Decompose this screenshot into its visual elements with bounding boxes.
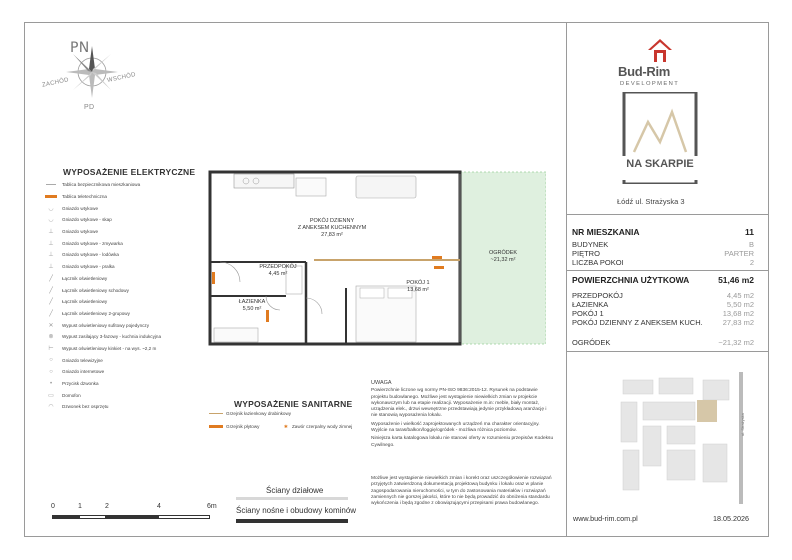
area-row: PRZEDPOKÓJ 4,45 m2	[572, 291, 754, 300]
website-link[interactable]: www.bud-rim.com.pl	[573, 514, 638, 523]
sanitary-legend-title: WYPOSAŻENIE SANITARNE	[234, 399, 353, 409]
compass-west: ZACHÓD	[41, 77, 70, 89]
switch-icon: ╱	[49, 275, 53, 282]
scale-label: 4	[157, 503, 161, 510]
legend-item: ✕ Wypust oświetleniowy sufitowy pojedynczy	[44, 319, 204, 331]
info-row: LICZBA POKOI 2	[572, 258, 754, 267]
light-icon: ⊢	[48, 345, 54, 352]
compass-icon	[58, 40, 126, 104]
light-icon: ✕	[48, 322, 54, 329]
scale-label: 2	[105, 503, 109, 510]
compass-north: PN	[70, 40, 90, 56]
brand-name: Bud-Rim	[618, 64, 671, 79]
legend-item: ╱ Łącznik oświetleniowy	[44, 273, 204, 285]
usable-area-row: POWIERZCHNIA UŻYTKOWA 51,46 m2	[572, 275, 754, 285]
compass-south: PD	[84, 104, 95, 111]
tv-icon: ○	[49, 357, 53, 364]
valve-icon: ✱	[284, 424, 288, 429]
sanitary-item: Zawór czerpalny wody zimnej	[292, 424, 353, 429]
area-row: POKÓJ 1 13,68 m2	[572, 309, 754, 318]
room-bedroom: POKÓJ 1 13,68 m²	[406, 280, 430, 293]
socket-icon: ⊥	[48, 229, 54, 236]
apartment-number-row: NR MIESZKANIA 11	[572, 227, 754, 237]
switch-icon: ╱	[49, 287, 53, 294]
socket-icon: ⊥	[48, 252, 54, 259]
electric-legend-list	[44, 179, 204, 413]
address: Łódź ul. Strażyska 3	[617, 197, 685, 206]
bell-icon: ◠	[48, 404, 54, 411]
info-row: PIĘTRO PARTER	[572, 249, 754, 258]
socket-icon: ⊥	[48, 240, 54, 247]
site-map-street: ul. Strażyska	[740, 413, 745, 436]
legend-item: ▭ Domofon	[44, 389, 204, 401]
divider	[567, 214, 769, 215]
scale-bar	[52, 515, 218, 519]
notes-block-2: Możliwe jest wystąpienie niewielkich zmian i korekt oraz uszczegółowienie rozwiązań przyjętych zatwierdzoną dokumentacją projektową budynku i lokalu oraz w planie zagospodarowania nieruchomości, w tym do zastosowania materiałów i rozwiązań zamiennych nie gorszej jakości, które to nie będą prowadzić do obniżenia standardu wykończenia i będą zgodne z obowiązującymi przepisami prawa budowlanego.	[371, 476, 552, 507]
project-name: NA SKARPIE	[626, 158, 694, 170]
legend-item: ⊥ Gniazdo wtykowe - lodówka	[44, 249, 204, 261]
load-bearing-wall-label: Ściany nośne i obudowy kominów	[236, 506, 357, 515]
garden-row: OGRÓDEK ~21,32 m2	[572, 338, 754, 347]
divider	[567, 351, 769, 352]
socket-icon: ◡	[48, 205, 54, 212]
na-skarpie-badge	[620, 92, 700, 184]
scale-label: 1	[78, 503, 82, 510]
legend-item: ◡ Gniazdo wtykowe	[44, 202, 204, 214]
room-garden: OGRÓDEK ~21,32 m²	[488, 250, 518, 263]
legend-item: ⊥ Gniazdo wtykowe - zmywarka	[44, 237, 204, 249]
partition-wall-symbol	[236, 497, 348, 500]
legend-item: ⊢ Wypust oświetleniowy kinkiet - na wys. ~2,2 m	[44, 343, 204, 355]
socket-icon: ◡	[48, 217, 54, 224]
legend-item: ◠ Dzwonek bez osprzętu	[44, 401, 204, 413]
ladder-radiator-symbol	[209, 413, 223, 414]
legend-item: ╱ Łącznik oświetleniowy	[44, 296, 204, 308]
room-living: POKÓJ DZIENNY Z ANEKSEM KUCHENNYM 27,83 m²	[297, 218, 367, 238]
legend-item: ◡ Gniazdo wtykowe - skap	[44, 214, 204, 226]
switch-icon: ╱	[49, 310, 53, 317]
bell-button-icon: •	[49, 380, 53, 387]
compass-east: WSCHÓD	[106, 72, 137, 84]
area-row: ŁAZIENKA 5,50 m2	[572, 300, 754, 309]
panel-divider	[566, 22, 567, 537]
legend-item: ⊥ Gniazdo wtykowe - pralka	[44, 261, 204, 273]
sanitary-item: Grzejnik łazienkowy drabinkowy	[226, 411, 292, 416]
legend-item: ○ Gniazdo telewizyjne	[44, 354, 204, 366]
sanitary-item: Grzejnik płytowy	[226, 424, 260, 429]
legend-item: ╱ Łącznik oświetleniowy schodowy	[44, 284, 204, 296]
legend-item: • Przycisk dzwonka	[44, 378, 204, 390]
notes-block: UWAGA Powierzchnie liczone wg normy PN-ISO 9836:2015-12. Rysunek na podstawie projektu budowlanego. Możliwe jest wystąpienie niewielkich zmian w projekcie wykonawczym lub na etapie realizacji. Wyposażenie m.in: meble, biały montaż, urządzenia elek., drzwi wewnętrzne przedstawiają jedynie przykładową aranżację i nie stanowią wyposażenia lokalu. Wyposażenie i wielkość zaprojektowanych urządzeń ma charakter orientacyjny. Wyjście na taras/balkon/loggię/ogródek - możliwa różnica poziomów. Niniejsza karta katalogowa lokalu nie stanowi oferty w rozumieniu przepisów Kodeksu Cywilnego.	[371, 380, 554, 448]
divider	[567, 270, 769, 271]
legend-item: ⊥ Gniazdo wtykowe	[44, 226, 204, 238]
room-hallway: PRZEDPOKÓJ 4,45 m²	[259, 264, 297, 277]
scale-label: 0	[51, 503, 55, 510]
legend-item: ○ Gniazdo internetowe	[44, 366, 204, 378]
switch-icon: ╱	[49, 299, 53, 306]
info-row: BUDYNEK B	[572, 240, 754, 249]
legend-item: ⊗ Wypust zasilający 3-fazowy - kuchnia indukcyjna	[44, 331, 204, 343]
area-row: POKÓJ DZIENNY Z ANEKSEM KUCH. 27,83 m2	[572, 318, 754, 327]
legend-item: ╱ Łącznik oświetleniowy 2-grupowy	[44, 308, 204, 320]
date: 18.05.2026	[713, 514, 749, 523]
partition-wall-label: Ściany działowe	[266, 486, 324, 495]
socket-icon: ⊥	[48, 264, 54, 271]
panel-radiator-symbol	[209, 425, 223, 428]
brand-sub: DEVELOPMENT	[620, 81, 680, 87]
room-bathroom: ŁAZIENKA 5,50 m²	[238, 299, 266, 312]
intercom-icon: ▭	[48, 392, 54, 399]
internet-icon: ○	[49, 368, 53, 375]
bud-rim-logo-icon	[647, 38, 673, 64]
electric-legend-title: WYPOSAŻENIE ELEKTRYCZNE	[63, 167, 196, 177]
site-map	[613, 372, 761, 504]
load-bearing-wall-symbol	[236, 519, 348, 523]
legend-item: Tablica teletechniczna	[44, 191, 204, 203]
scale-label: 6m	[207, 503, 217, 510]
outlet-icon: ⊗	[48, 334, 54, 341]
legend-item: Tablica bezpiecznikowa mieszkaniowa	[44, 179, 204, 191]
